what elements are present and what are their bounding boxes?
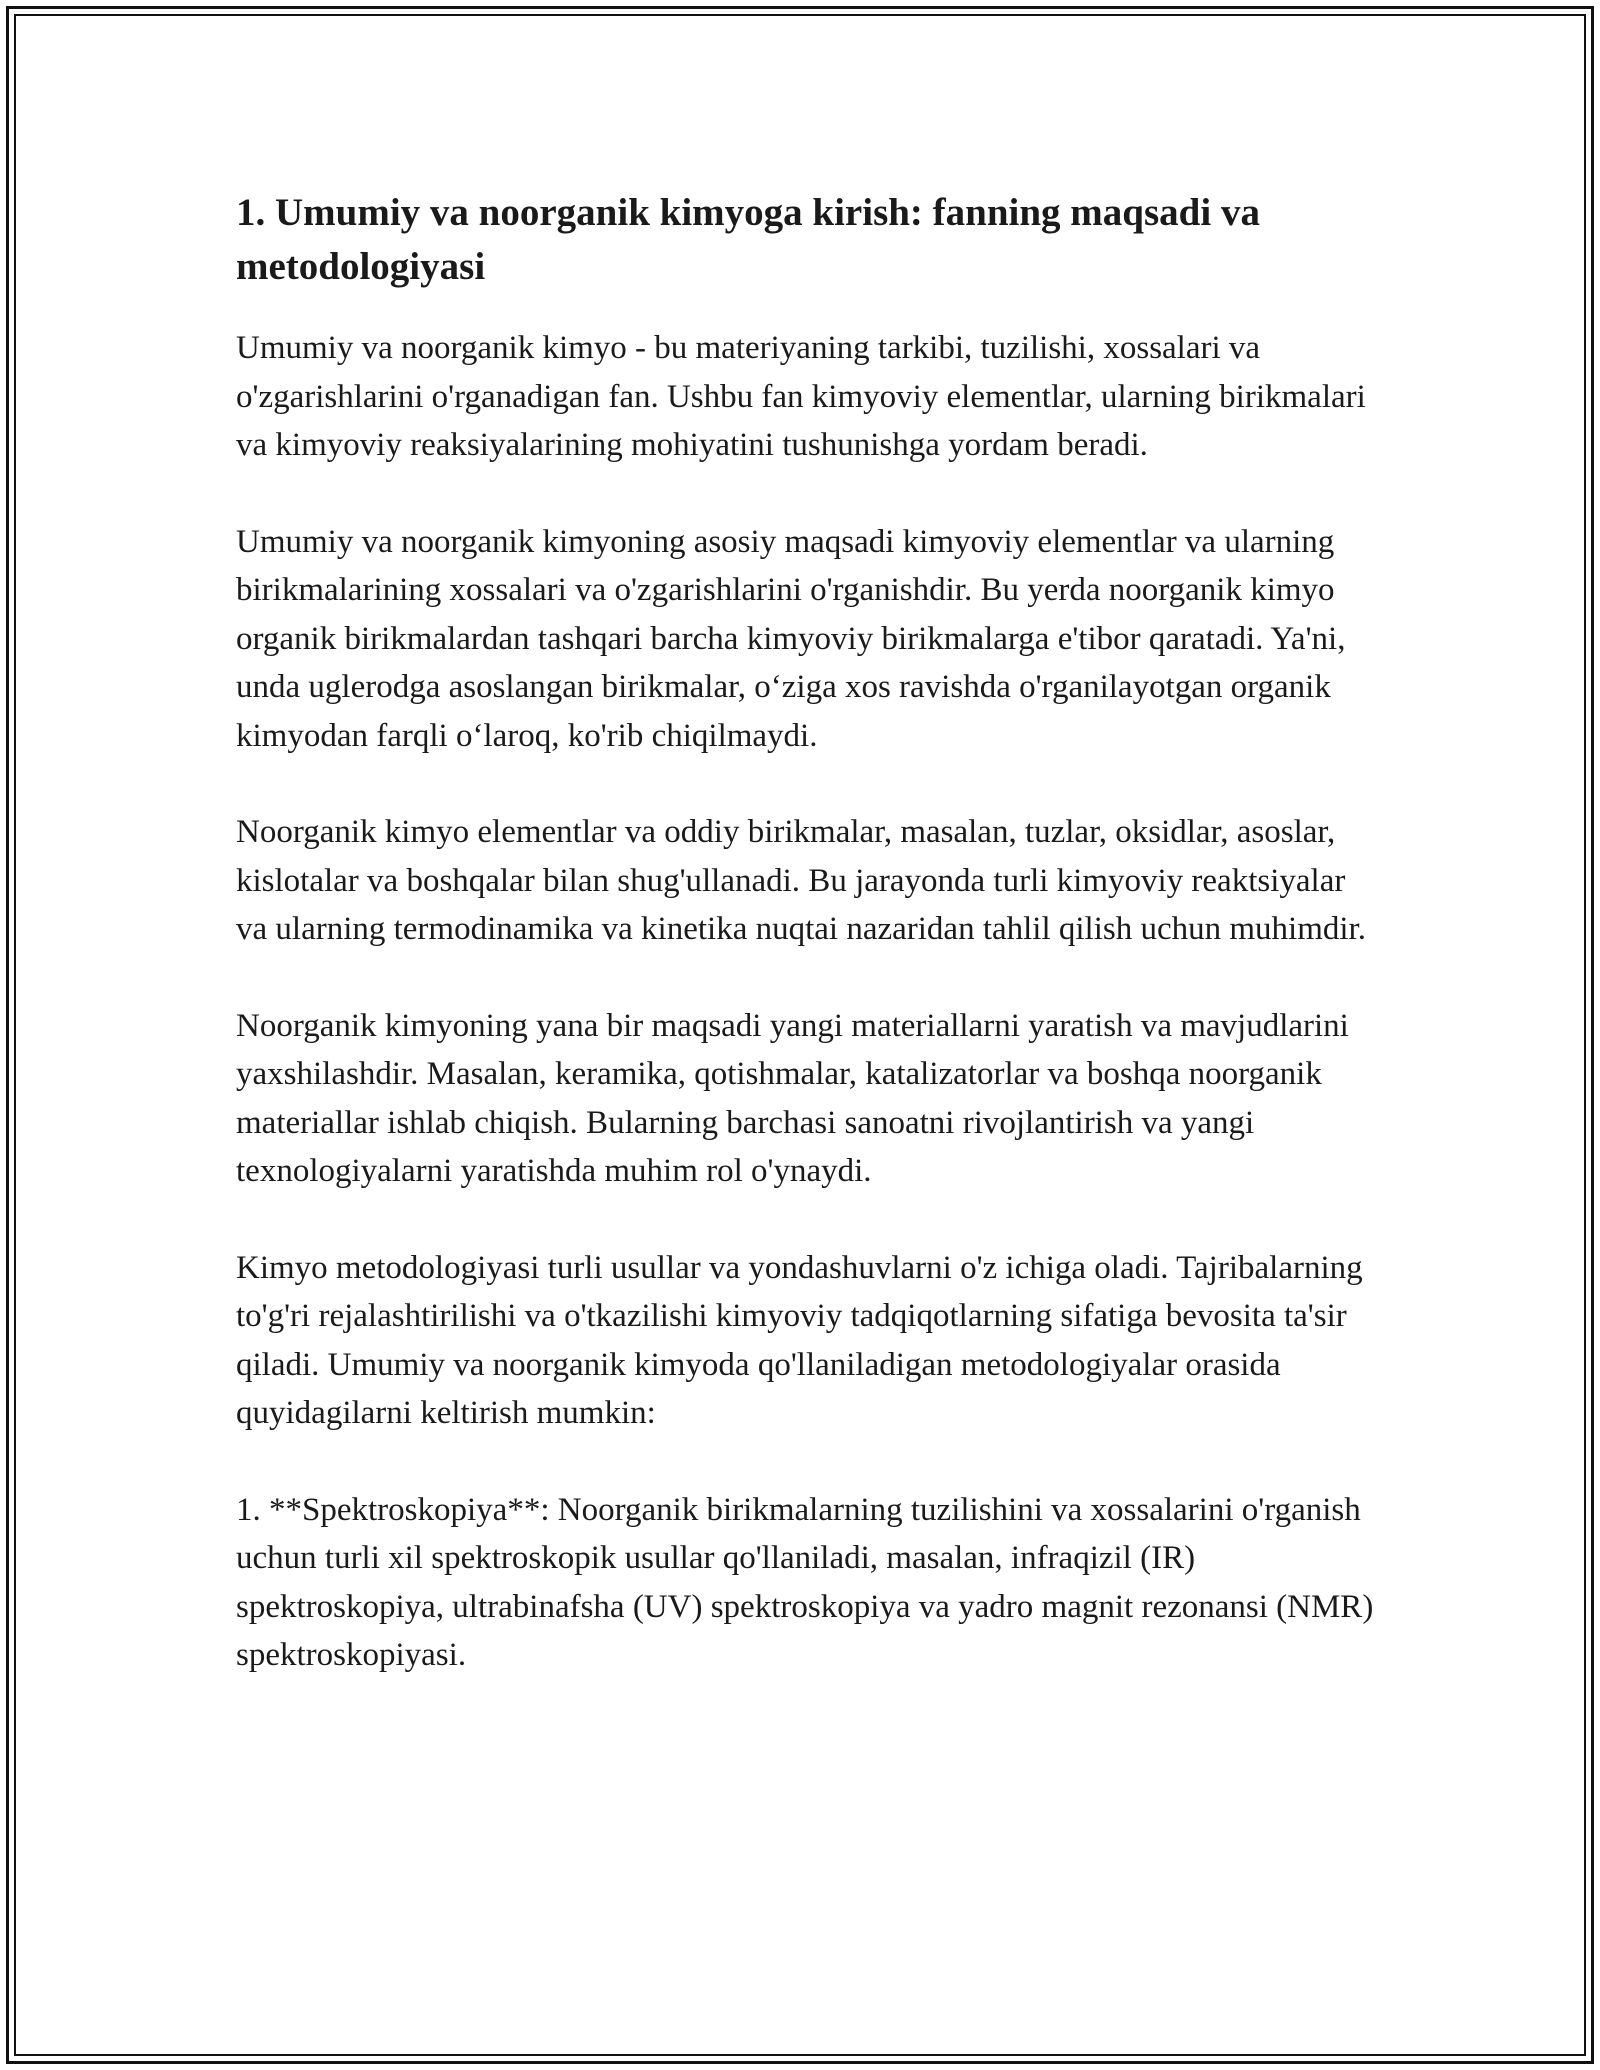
paragraph-materials: Noorganik kimyoning yana bir maqsadi yangi materiallarni yaratish va mavjudlarini yaxshilashdir. Masalan, keramika, qotishmalar, katalizatorlar va boshqa noorganik materiallar ishlab chiqish. Bularning barchasi sanoatni rivojlantirish va yangi texnologiyalarni yaratishda muhim rol o'ynaydi. bbox=[236, 1007, 1349, 1189]
list-item-spectroscopy: 1. **Spektroskopiya**: Noorganik birikmalarning tuzilishini va xossalarini o'rganish uchun turli xil spektroskopik usullar qo'llaniladi, masalan, infraqizil (IR) spektroskopiya, ultrabinafsha (UV) spektroskopiya va yadro magnit rezonansi (NMR) spektroskopiyasi. bbox=[236, 1491, 1374, 1673]
paragraph-methodology: Kimyo metodologiyasi turli usullar va yondashuvlarni o'z ichiga oladi. Tajribalarning to'g'ri rejalashtirilishi va o'tkazilishi kimyoviy tadqiqotlarning sifatiga bevosita ta'sir qiladi. Umumiy va noorganik kimyoda qo'llaniladigan metodologiyalar orasida quyidagilarni keltirish mumkin: bbox=[236, 1249, 1363, 1431]
paragraph-scope: Noorganik kimyo elementlar va oddiy birikmalar, masalan, tuzlar, oksidlar, asoslar, kislotalar va boshqalar bilan shug'ullanadi. Bu jarayonda turli kimyoviy reaktsiyalar va ularning termodinamika va kinetika nuqtai nazaridan tahlil qilish uchun muhimdir. bbox=[236, 814, 1366, 947]
paragraph-main-goal: Umumiy va noorganik kimyoning asosiy maqsadi kimyoviy elementlar va ularning birikmalarining xossalari va o'zgarishlarini o'rganishdir. Bu yerda noorganik kimyo organik birikmalardan tashqari barcha kimyoviy birikmalarga e'tibor qaratadi. Ya'ni, unda uglerodga asoslangan birikmalar, o‘ziga xos ravishda o'rganilayotgan organik kimyodan farqli o‘laroq, ko'rib chiqilmaydi. bbox=[236, 523, 1346, 754]
paragraph-intro: Umumiy va noorganik kimyo - bu materiyaning tarkibi, tuzilishi, xossalari va o'zgarishlarini o'rganadigan fan. Ushbu fan kimyoviy elementlar, ularning birikmalari va kimyoviy reaksiyalarining mohiyatini tushunishga yordam beradi. bbox=[236, 330, 1366, 463]
section-heading: 1. Umumiy va noorganik kimyoga kirish: fanning maqsadi va metodologiyasi bbox=[236, 191, 1260, 288]
document-page bbox=[236, 186, 1376, 1728]
